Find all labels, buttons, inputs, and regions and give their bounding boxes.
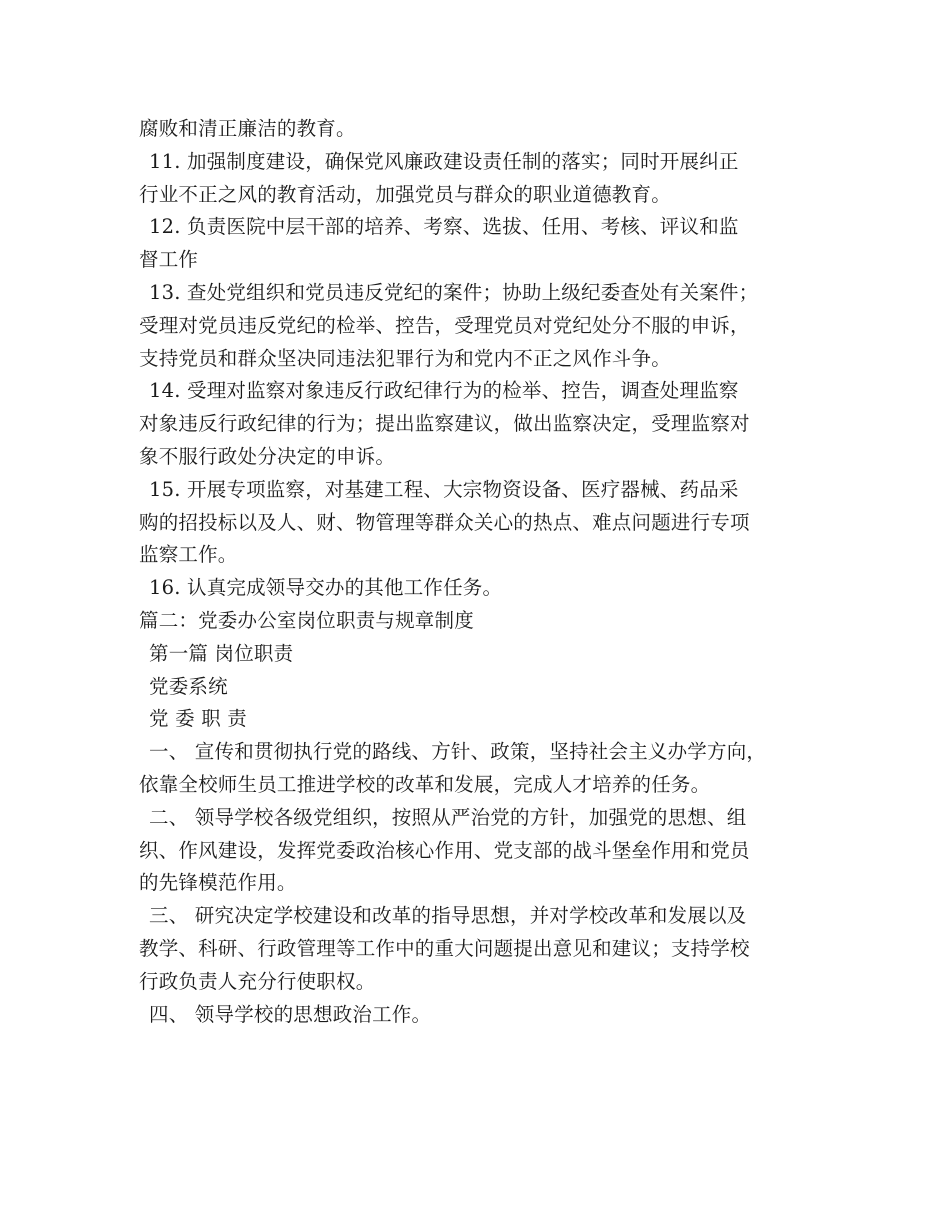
- text-line: 二、 领导学校各级党组织，按照从严治党的方针，加强党的思想、组: [149, 805, 747, 829]
- text-line: 受理对党员违反党纪的检举、控告，受理党员对党纪处分不服的申诉，: [139, 313, 750, 337]
- text-line: 行业不正之风的教育活动，加强党员与群众的职业道德教育。: [139, 182, 671, 206]
- text-line: 支持党员和群众坚决同违法犯罪行为和党内不正之风作斗争。: [139, 346, 671, 370]
- document-body: [139, 113, 829, 1031]
- text-line: 对象违反行政纪律的行为；提出监察建议，做出监察决定，受理监察对: [139, 412, 750, 436]
- text-line: 的先锋模范作用。: [139, 871, 297, 895]
- text-line: 15. 开展专项监察，对基建工程、大宗物资设备、医疗器械、药品采: [149, 477, 739, 501]
- subsection-heading: 党委系统: [149, 674, 228, 698]
- text-line: 11. 加强制度建设，确保党风廉政建设责任制的落实；同时开展纠正: [149, 149, 739, 173]
- text-line: 12. 负责医院中层干部的培养、考察、选拔、任用、考核、评议和监: [149, 215, 739, 239]
- text-line: 一、 宣传和贯彻执行党的路线、方针、政策，坚持社会主义办学方向，: [149, 740, 767, 764]
- text-line: 四、 领导学校的思想政治工作。: [149, 1002, 432, 1026]
- text-line: 腐败和清正廉洁的教育。: [139, 117, 356, 140]
- text-line: 督工作: [139, 248, 199, 272]
- text-line: 13. 查处党组织和党员违反党纪的案件；协助上级纪委查处有关案件；: [149, 280, 759, 304]
- text-line: 织、作风建设，发挥党委政治核心作用、党支部的战斗堡垒作用和党员: [139, 838, 750, 862]
- text-line: 行政负责人充分行使职权。: [139, 969, 376, 993]
- subsection-heading: 第一篇 岗位职责: [149, 641, 294, 665]
- subsection-heading: 党 委 职 责: [149, 707, 247, 731]
- text-line: 教学、科研、行政管理等工作中的重大问题提出意见和建议；支持学校: [139, 936, 750, 960]
- text-line: 14. 受理对监察对象违反行政纪律行为的检举、控告，调查处理监察: [149, 379, 739, 403]
- text-line: 象不服行政处分决定的申诉。: [139, 444, 396, 468]
- text-line: 购的招投标以及人、财、物管理等群众关心的热点、难点问题进行专项: [139, 510, 750, 534]
- text-line: 监察工作。: [139, 543, 238, 567]
- text-line: 依靠全校师生员工推进学校的改革和发展，完成人才培养的任务。: [139, 772, 711, 796]
- text-line: 三、 研究决定学校建设和改革的指导思想，并对学校改革和发展以及: [149, 904, 747, 928]
- text-line: 16. 认真完成领导交办的其他工作任务。: [149, 576, 503, 600]
- section-heading: 篇二：党委办公室岗位职责与规章制度: [139, 608, 474, 632]
